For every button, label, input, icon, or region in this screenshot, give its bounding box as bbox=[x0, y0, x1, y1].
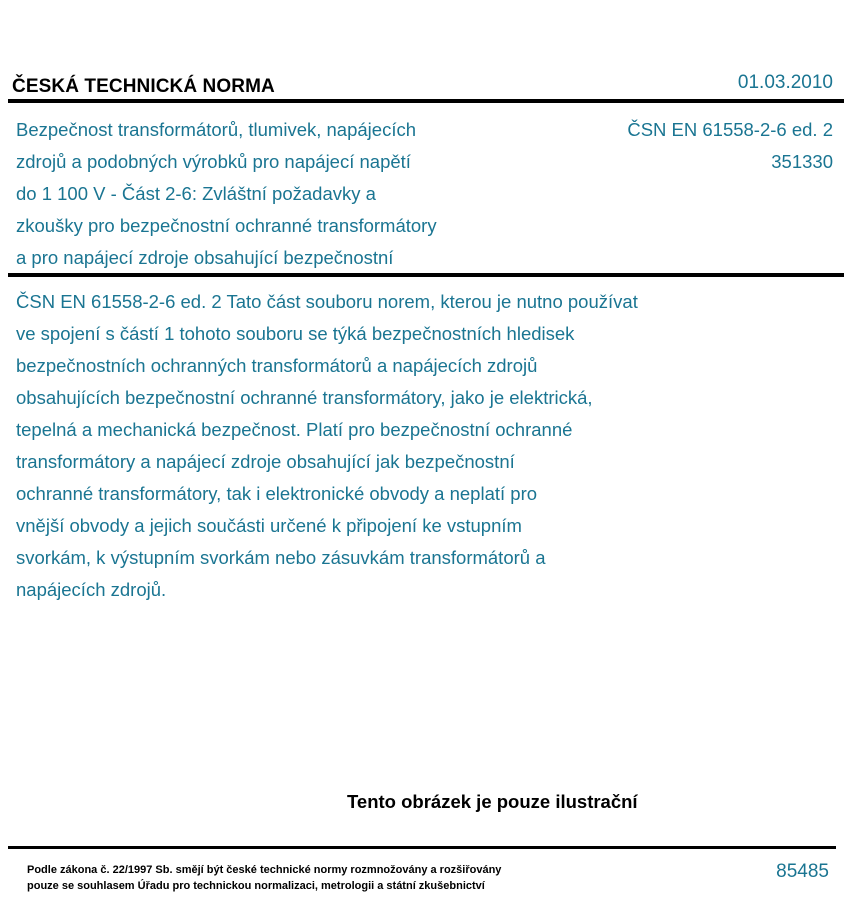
abstract-line: ČSN EN 61558-2-6 ed. 2 Tato část souboru norem, kterou je nutno používat bbox=[16, 291, 638, 312]
illustration-disclaimer: Tento obrázek je pouze ilustrační bbox=[347, 791, 638, 812]
publication-date: 01.03.2010 bbox=[737, 72, 833, 93]
standard-title-line: Bezpečnost transformátorů, tlumivek, napájecích bbox=[16, 119, 416, 140]
legal-notice-line: Podle zákona č. 22/1997 Sb. smějí být české technické normy rozmnožovány a rozšiřovány bbox=[27, 864, 502, 876]
abstract-line: svorkám, k výstupním svorkám nebo zásuvkám transformátorů a bbox=[16, 547, 546, 568]
abstract-text bbox=[16, 286, 756, 606]
standard-title bbox=[16, 114, 536, 274]
middle-divider bbox=[8, 273, 844, 277]
class-code: 351330 bbox=[771, 151, 833, 172]
standard-title-line: do 1 100 V - Část 2-6: Zvláštní požadavky a bbox=[16, 183, 376, 204]
standard-codes bbox=[627, 114, 833, 178]
abstract-line: ve spojení s částí 1 tohoto souboru se týká bezpečnostních hledisek bbox=[16, 323, 575, 344]
bottom-divider bbox=[8, 846, 836, 849]
abstract-line: napájecích zdrojů. bbox=[16, 579, 167, 600]
standard-designation: ČSN EN 61558-2-6 ed. 2 bbox=[627, 119, 833, 140]
abstract-line: tepelná a mechanická bezpečnost. Platí pro bezpečnostní ochranné bbox=[16, 419, 573, 440]
abstract-line: vnější obvody a jejich součásti určené k připojení ke vstupním bbox=[16, 515, 522, 536]
standard-title-line: a pro napájecí zdroje obsahující bezpečnostní bbox=[16, 247, 394, 268]
abstract-line: obsahujících bezpečnostní ochranné transformátory, jako je elektrická, bbox=[16, 387, 593, 408]
top-divider bbox=[8, 99, 844, 103]
standard-title-line: zkoušky pro bezpečnostní ochranné transformátory bbox=[16, 215, 437, 236]
abstract-line: ochranné transformátory, tak i elektronické obvody a neplatí pro bbox=[16, 483, 538, 504]
document-type-title: ČESKÁ TECHNICKÁ NORMA bbox=[12, 76, 275, 97]
abstract-line: transformátory a napájecí zdroje obsahující jak bezpečnostní bbox=[16, 451, 515, 472]
legal-notice bbox=[27, 862, 501, 894]
standard-title-line: zdrojů a podobných výrobků pro napájecí napětí bbox=[16, 151, 411, 172]
catalog-number: 85485 bbox=[776, 861, 829, 882]
abstract-line: bezpečnostních ochranných transformátorů a napájecích zdrojů bbox=[16, 355, 538, 376]
legal-notice-line: pouze se souhlasem Úřadu pro technickou normalizaci, metrologii a státní zkušebnictví bbox=[27, 880, 485, 892]
